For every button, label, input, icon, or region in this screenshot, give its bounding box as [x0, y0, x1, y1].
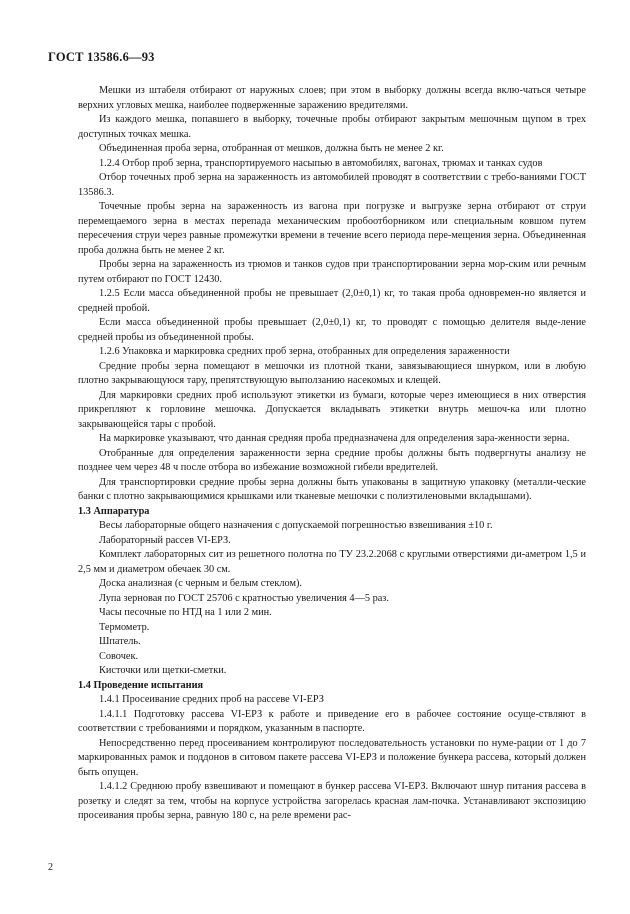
equipment-item: Шпатель. — [99, 636, 141, 647]
equipment-item: Комплект лабораторных сит из решетного полотна по ТУ 23.2.2068 с круглыми отверстиями ди-аметром 1,5 и 2,5 мм и диаметром обечаек 30 см. — [78, 549, 586, 575]
paragraph: Для транспортировки средние пробы зерна должны быть упакованы в защитную упаковку (металли-ческие банки с плотно закрывающимися крышками или тканевые мешочки с полиэтиленовыми вкладышами). — [78, 476, 586, 502]
paragraph: Отобранные для определения зараженности зерна средние пробы должны быть подвергнуты анализу не позднее чем через 48 ч после отбора во избежание возможной гибели вредителей. — [78, 447, 586, 473]
equipment-item: Кисточки или щетки-сметки. — [99, 665, 227, 676]
clause-heading: 1.4.1 Просеивание средних проб на рассеве VI-ЕРЗ — [99, 694, 324, 705]
equipment-item: Лабораторный рассев VI-ЕРЗ. — [99, 534, 231, 546]
paragraph: Средние пробы зерна помещают в мешочки из плотной ткани, завязывающиеся шнурком, или в любую плотно закрывающуюся тару, препятствующую выползанию насекомых и клещей. — [78, 360, 586, 386]
equipment-item: Часы песочные по НТД на 1 или 2 мин. — [99, 607, 272, 618]
paragraph: Объединенная проба зерна, отобранная от мешков, должна быть не менее 2 кг. — [99, 143, 444, 154]
document-header: ГОСТ 13586.6—93 — [48, 50, 155, 64]
clause-heading: 1.2.6 Упаковка и маркировка средних проб зерна, отобранных для определения зараженности — [99, 346, 510, 357]
paragraph: Из каждого мешка, попавшего в выборку, точечные пробы отбирают закрытым мешочным щупом в трех доступных точках мешка. — [78, 114, 586, 140]
clause-heading: 1.2.4 Отбор проб зерна, транспортируемого насыпью в автомобилях, вагонах, трюмах и танках судов — [99, 157, 543, 169]
document-body — [78, 84, 586, 824]
paragraph: На маркировке указывают, что данная средняя проба предназначена для определения зара-женности зерна. — [99, 433, 570, 444]
clause-paragraph: 1.4.1.2 Среднюю пробу взвешивают и помещают в бункер рассева VI-ЕРЗ. Включают шнур питания рассева в розетку и следят за тем, чтобы на корпусе устройства загорелась красная лам-почка. Устанавливают экспозицию просеивания пробы зерна, равную 180 с, на реле времени рас- — [78, 781, 586, 821]
paragraph: Точечные пробы зерна на зараженность из вагона при погрузке и выгрузке зерна отбирают от струи перемещаемого зерна в местах перепада механическим пробоотборником или специальным ковшом путем пересечения струи через равные промежутки времени в течение всего периода пере-мещения зерна. Объединенная проба должна быть не менее 2 кг. — [78, 201, 586, 256]
section-heading: 1.3 Аппаратура — [78, 505, 150, 517]
paragraph: Непосредственно перед просеиванием контролируют последовательность установки по нуме-рации от 1 до 7 маркированных рамок и поддонов в ситовом пакете рассева VI-ЕРЗ и положение бункера рассева, который должен быть опущен. — [78, 737, 586, 778]
paragraph: Для маркировки средних проб используют этикетки из бумаги, которые через имеющиеся в них отверстия прикрепляют к горловине мешочка. Допускается вкладывать этикетки внутрь мешоч-ка или плотно закрывающейся тары с пробой. — [78, 389, 586, 430]
paragraph: Мешки из штабеля отбирают от наружных слоев; при этом в выборку должны всегда вклю-чаться четыре верхних угловых мешка, наиболее подверженные заражению вредителями. — [78, 85, 586, 111]
section-heading: 1.4 Проведение испытания — [78, 679, 204, 691]
paragraph: Отбор точечных проб зерна на зараженность из автомобилей проводят в соответствии с требо-ваниями ГОСТ 13586.3. — [78, 172, 586, 198]
equipment-item: Совочек. — [99, 650, 139, 662]
paragraph: Если масса объединенной пробы превышает (2,0±0,1) кг, то проводят с помощью делителя выде-ление средней пробы из объединенной пробы. — [78, 317, 586, 343]
clause-paragraph: 1.2.5 Если масса объединенной пробы не превышает (2,0±0,1) кг, то такая проба одновремен-но является и средней пробой. — [78, 288, 586, 314]
equipment-item: Весы лабораторные общего назначения с допускаемой погрешностью взвешивания ±10 г. — [99, 520, 493, 531]
paragraph: Пробы зерна на зараженность из трюмов и танков судов при транспортировании зерна мор-ским или речным путем отбирают по ГОСТ 12430. — [78, 259, 586, 285]
equipment-item: Термометр. — [99, 621, 150, 633]
equipment-item: Доска анализная (с черным и белым стеклом). — [99, 578, 302, 589]
page-number: 2 — [48, 862, 53, 873]
equipment-item: Лупа зерновая по ГОСТ 25706 с кратностью увеличения 4—5 раз. — [99, 592, 389, 604]
clause-paragraph: 1.4.1.1 Подготовку рассева VI-ЕРЗ к работе и приведение его в рабочее состояние осуще-ствляют в соответствии с требованиями и порядком, указанным в паспорте. — [78, 708, 586, 734]
